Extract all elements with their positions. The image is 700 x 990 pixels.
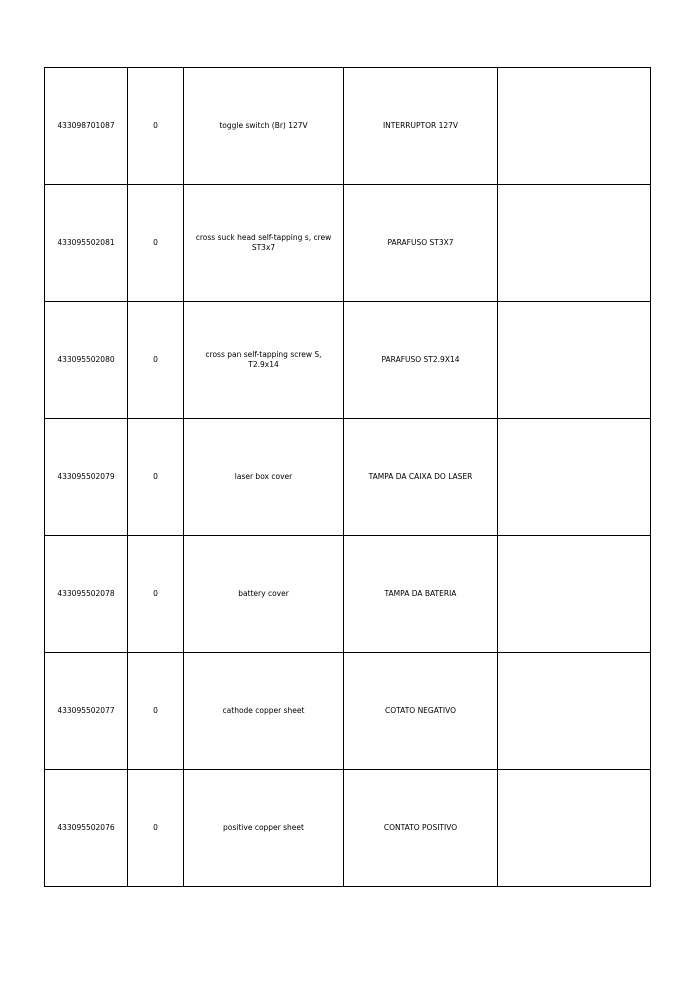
notes-cell xyxy=(498,419,651,536)
portuguese-description-cell: CONTATO POSITIVO xyxy=(344,770,498,887)
quantity-cell: 0 xyxy=(128,302,184,419)
table-row xyxy=(45,302,651,419)
notes-cell xyxy=(498,68,651,185)
notes-cell xyxy=(498,770,651,887)
notes-cell xyxy=(498,536,651,653)
english-description-cell: positive copper sheet xyxy=(184,770,344,887)
quantity-cell: 0 xyxy=(128,68,184,185)
portuguese-description-cell: COTATO NEGATIVO xyxy=(344,653,498,770)
quantity-cell: 0 xyxy=(128,419,184,536)
part-code-cell: 433095502081 xyxy=(45,185,128,302)
notes-cell xyxy=(498,185,651,302)
parts-table-body xyxy=(45,68,651,887)
part-code-cell: 433098701087 xyxy=(45,68,128,185)
english-description-cell: battery cover xyxy=(184,536,344,653)
table-row xyxy=(45,68,651,185)
portuguese-description-cell: INTERRUPTOR 127V xyxy=(344,68,498,185)
portuguese-description-cell: TAMPA DA BATERIA xyxy=(344,536,498,653)
part-code-cell: 433095502079 xyxy=(45,419,128,536)
english-description-cell: toggle switch (Br) 127V xyxy=(184,68,344,185)
quantity-cell: 0 xyxy=(128,185,184,302)
part-code-cell: 433095502076 xyxy=(45,770,128,887)
notes-cell xyxy=(498,302,651,419)
part-code-cell: 433095502080 xyxy=(45,302,128,419)
table-row xyxy=(45,419,651,536)
english-description-cell: cross suck head self-tapping s, crew ST3x7 xyxy=(184,185,344,302)
table-row xyxy=(45,536,651,653)
table-row xyxy=(45,770,651,887)
english-description-cell: cross pan self-tapping screw S, T2.9x14 xyxy=(184,302,344,419)
notes-cell xyxy=(498,653,651,770)
quantity-cell: 0 xyxy=(128,536,184,653)
table-row xyxy=(45,653,651,770)
portuguese-description-cell: PARAFUSO ST2.9X14 xyxy=(344,302,498,419)
part-code-cell: 433095502078 xyxy=(45,536,128,653)
quantity-cell: 0 xyxy=(128,770,184,887)
english-description-cell: cathode copper sheet xyxy=(184,653,344,770)
table-row xyxy=(45,185,651,302)
quantity-cell: 0 xyxy=(128,653,184,770)
portuguese-description-cell: TAMPA DA CAIXA DO LASER xyxy=(344,419,498,536)
portuguese-description-cell: PARAFUSO ST3X7 xyxy=(344,185,498,302)
english-description-cell: laser box cover xyxy=(184,419,344,536)
parts-table xyxy=(44,67,651,887)
part-code-cell: 433095502077 xyxy=(45,653,128,770)
